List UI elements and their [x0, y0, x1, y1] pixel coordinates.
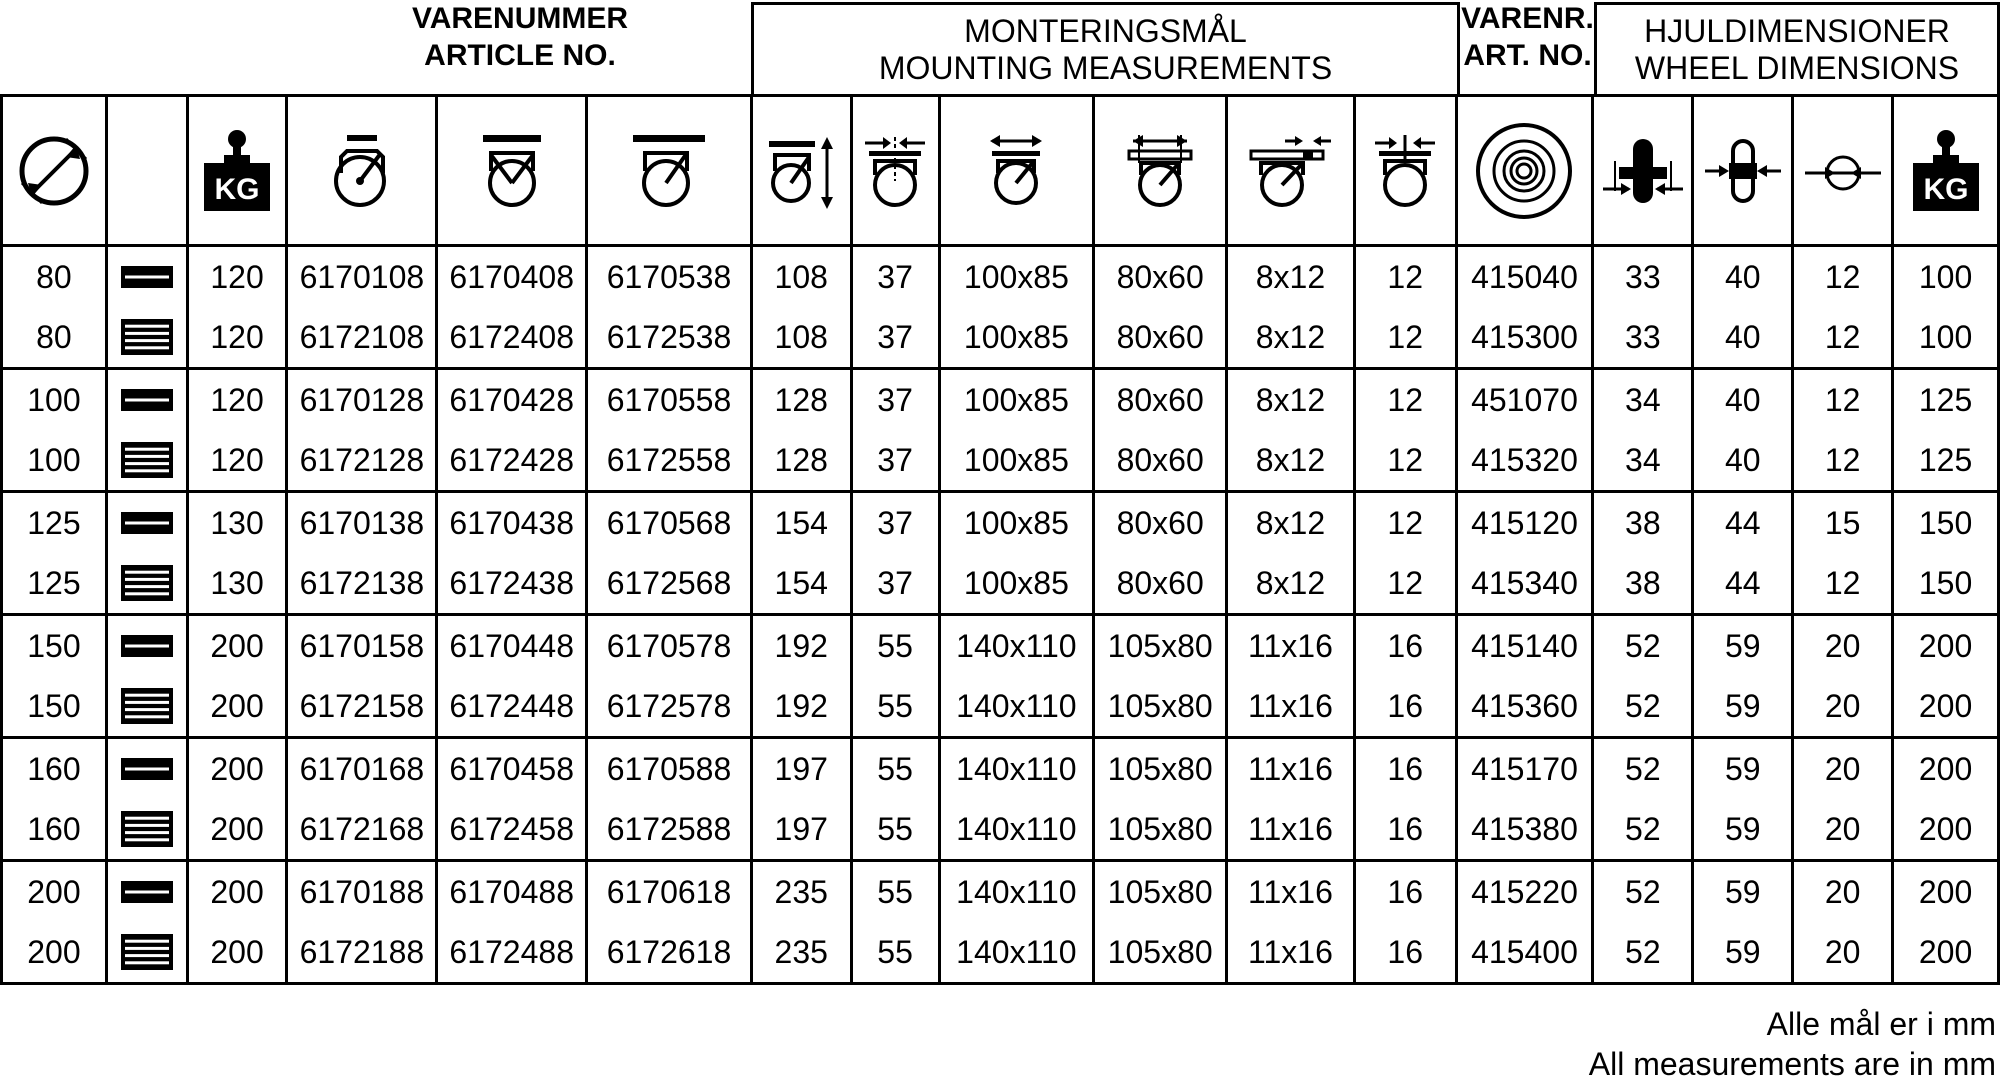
plate-size-cell: 140x110: [939, 799, 1094, 861]
tread-type-cell: [106, 246, 187, 308]
wheel-width-cell: 38: [1593, 492, 1693, 554]
axle-diameter-cell: 20: [1793, 738, 1893, 800]
hub-length-cell: 40: [1693, 369, 1793, 431]
spec-table: [0, 94, 2000, 985]
wheel-load-cell: 200: [1893, 922, 1999, 984]
tread-type-cell: [106, 615, 187, 677]
axle-diameter-cell: 12: [1793, 307, 1893, 369]
bolt-hole-size-cell: 11x16: [1227, 799, 1355, 861]
wheel-load-cell: 150: [1893, 492, 1999, 554]
wheel-article-no-cell: 415170: [1456, 738, 1593, 800]
brake-article-no-cell: 6172558: [587, 430, 752, 492]
offset-cell: 55: [851, 799, 939, 861]
plate-size-cell: 100x85: [939, 492, 1094, 554]
load-capacity-cell: 200: [187, 799, 287, 861]
bolt-hole-size-icon: [1227, 96, 1355, 246]
swivel-castor-brake-icon: [587, 96, 752, 246]
wheel-article-no-cell: 415220: [1456, 861, 1593, 923]
fixed-article-no-cell: 6170158: [287, 615, 437, 677]
fixed-article-no-cell: 6172108: [287, 307, 437, 369]
plate-size-cell: 100x85: [939, 246, 1094, 308]
tread-type-cell: [106, 676, 187, 738]
fixed-article-no-cell: 6172168: [287, 799, 437, 861]
swivel-article-no-cell: 6170448: [437, 615, 587, 677]
offset-cell: 37: [851, 492, 939, 554]
swivel-article-no-cell: 6172438: [437, 553, 587, 615]
wheel-diameter-cell: 150: [2, 676, 107, 738]
table-row: [2, 615, 1999, 677]
icon-row: [2, 96, 1999, 246]
wheel-width-cell: 38: [1593, 553, 1693, 615]
table-row: [2, 492, 1999, 554]
table-row: [2, 430, 1999, 492]
swivel-article-no-cell: 6170428: [437, 369, 587, 431]
table-row: [2, 861, 1999, 923]
tread-type-cell: [106, 369, 187, 431]
wheel-load-cell: 200: [1893, 738, 1999, 800]
plate-size-cell: 100x85: [939, 553, 1094, 615]
wheel-diameter-cell: 160: [2, 799, 107, 861]
wheel-width-cell: 34: [1593, 430, 1693, 492]
brake-article-no-cell: 6172618: [587, 922, 752, 984]
tread-type-cell: [106, 861, 187, 923]
wheel-load-cell: 100: [1893, 246, 1999, 308]
hub-length-cell: 44: [1693, 492, 1793, 554]
article-no-header: [290, 0, 750, 74]
hub-length-cell: 59: [1693, 738, 1793, 800]
bolt-hole-size-cell: 8x12: [1227, 553, 1355, 615]
axle-diameter-icon: [1793, 96, 1893, 246]
mounting-header-en: MOUNTING MEASUREMENTS: [878, 50, 1333, 86]
offset-cell: 55: [851, 861, 939, 923]
overall-height-cell: 197: [751, 799, 851, 861]
swivel-article-no-cell: 6172428: [437, 430, 587, 492]
axle-diameter-cell: 12: [1793, 246, 1893, 308]
narrow-tread-icon: [121, 512, 173, 534]
wheel-dimensions-header-en: WHEEL DIMENSIONS: [1634, 50, 1960, 86]
wheel-width-icon: [1593, 96, 1693, 246]
overall-height-cell: 108: [751, 246, 851, 308]
fixed-article-no-cell: 6170128: [287, 369, 437, 431]
fixed-article-no-cell: 6170168: [287, 738, 437, 800]
wheel-load-cell: 200: [1893, 615, 1999, 677]
wheel-load-cell: 150: [1893, 553, 1999, 615]
wheel-width-cell: 52: [1593, 799, 1693, 861]
wheel-article-no-cell: 415140: [1456, 615, 1593, 677]
bolt-hole-spacing-cell: 80x60: [1094, 553, 1227, 615]
bolt-diameter-cell: 16: [1354, 799, 1456, 861]
bolt-hole-spacing-cell: 105x80: [1094, 676, 1227, 738]
overall-height-cell: 235: [751, 922, 851, 984]
swivel-article-no-cell: 6170408: [437, 246, 587, 308]
bolt-hole-size-cell: 11x16: [1227, 615, 1355, 677]
units-note-en: All measurements are in mm: [1588, 1046, 1996, 1082]
bolt-diameter-cell: 12: [1354, 369, 1456, 431]
load-capacity-cell: 200: [187, 738, 287, 800]
wheel-diameter-icon: [2, 96, 107, 246]
wheel-article-no-header: [1460, 0, 1595, 74]
load-capacity-cell: 130: [187, 553, 287, 615]
brake-article-no-cell: 6170538: [587, 246, 752, 308]
plate-size-cell: 140x110: [939, 922, 1094, 984]
brake-article-no-cell: 6170588: [587, 738, 752, 800]
wheel-diameter-cell: 100: [2, 430, 107, 492]
wheel-article-no-cell: 415360: [1456, 676, 1593, 738]
overall-height-cell: 235: [751, 861, 851, 923]
bolt-hole-size-cell: 11x16: [1227, 676, 1355, 738]
wheel-width-cell: 52: [1593, 861, 1693, 923]
table-row: [2, 307, 1999, 369]
fixed-article-no-cell: 6170188: [287, 861, 437, 923]
swivel-article-no-cell: 6170458: [437, 738, 587, 800]
wheel-diameter-cell: 80: [2, 307, 107, 369]
units-note-da: Alle mål er i mm: [1766, 1006, 1996, 1042]
bolt-diameter-cell: 12: [1354, 246, 1456, 308]
plate-size-cell: 140x110: [939, 615, 1094, 677]
hub-length-cell: 59: [1693, 676, 1793, 738]
wheel-diameter-cell: 100: [2, 369, 107, 431]
bolt-hole-spacing-cell: 105x80: [1094, 922, 1227, 984]
hub-length-cell: 59: [1693, 861, 1793, 923]
load-capacity-cell: 200: [187, 676, 287, 738]
bolt-hole-size-cell: 8x12: [1227, 307, 1355, 369]
brake-article-no-cell: 6170558: [587, 369, 752, 431]
wheel-dimensions-header: [1594, 2, 2000, 97]
wheel-icon: [1456, 96, 1593, 246]
hub-length-cell: 44: [1693, 553, 1793, 615]
offset-cell: 55: [851, 738, 939, 800]
tread-type-cell: [106, 738, 187, 800]
offset-cell: 55: [851, 615, 939, 677]
swivel-article-no-cell: 6172408: [437, 307, 587, 369]
wheel-article-no-cell: 415040: [1456, 246, 1593, 308]
overall-height-cell: 108: [751, 307, 851, 369]
fixed-article-no-cell: 6172188: [287, 922, 437, 984]
article-no-header-da: VARENUMMER: [411, 2, 629, 35]
bolt-diameter-icon: [1354, 96, 1456, 246]
axle-diameter-cell: 20: [1793, 676, 1893, 738]
table-row: [2, 553, 1999, 615]
wheel-diameter-cell: 80: [2, 246, 107, 308]
table-row: [2, 676, 1999, 738]
offset-cell: 37: [851, 553, 939, 615]
bolt-hole-spacing-cell: 80x60: [1094, 307, 1227, 369]
wheel-load-cell: 200: [1893, 861, 1999, 923]
bolt-diameter-cell: 16: [1354, 738, 1456, 800]
wheel-load-cell: 200: [1893, 799, 1999, 861]
wheel-diameter-cell: 125: [2, 553, 107, 615]
load-capacity-cell: 200: [187, 615, 287, 677]
load-capacity-cell: 200: [187, 861, 287, 923]
brake-article-no-cell: 6170618: [587, 861, 752, 923]
hub-length-cell: 40: [1693, 246, 1793, 308]
hub-length-cell: 40: [1693, 430, 1793, 492]
plate-size-icon: [939, 96, 1094, 246]
wide-tread-icon: [121, 811, 173, 847]
fixed-article-no-cell: 6172158: [287, 676, 437, 738]
brake-article-no-cell: 6172568: [587, 553, 752, 615]
offset-icon: [851, 96, 939, 246]
plate-size-cell: 140x110: [939, 861, 1094, 923]
axle-diameter-cell: 20: [1793, 615, 1893, 677]
wide-tread-icon: [121, 319, 173, 355]
hub-length-icon: [1693, 96, 1793, 246]
load-capacity-cell: 130: [187, 492, 287, 554]
wheel-article-no-cell: 415340: [1456, 553, 1593, 615]
offset-cell: 55: [851, 922, 939, 984]
axle-diameter-cell: 20: [1793, 861, 1893, 923]
bolt-hole-spacing-cell: 105x80: [1094, 861, 1227, 923]
bolt-hole-size-cell: 11x16: [1227, 861, 1355, 923]
table-row: [2, 738, 1999, 800]
bolt-hole-size-cell: 8x12: [1227, 430, 1355, 492]
plate-size-cell: 100x85: [939, 430, 1094, 492]
offset-cell: 37: [851, 246, 939, 308]
offset-cell: 37: [851, 369, 939, 431]
wheel-article-no-header-en: ART. NO.: [1463, 39, 1592, 72]
wheel-diameter-cell: 200: [2, 861, 107, 923]
bolt-hole-size-cell: 8x12: [1227, 492, 1355, 554]
wheel-width-cell: 34: [1593, 369, 1693, 431]
bolt-hole-size-cell: 11x16: [1227, 922, 1355, 984]
axle-diameter-cell: 12: [1793, 553, 1893, 615]
table-row: [2, 922, 1999, 984]
bolt-hole-spacing-cell: 105x80: [1094, 799, 1227, 861]
wheel-article-no-cell: 451070: [1456, 369, 1593, 431]
bolt-hole-size-cell: 8x12: [1227, 246, 1355, 308]
fixed-article-no-cell: 6170108: [287, 246, 437, 308]
narrow-tread-icon: [121, 635, 173, 657]
wheel-load-cell: 125: [1893, 369, 1999, 431]
wheel-width-cell: 52: [1593, 738, 1693, 800]
offset-cell: 37: [851, 307, 939, 369]
load-capacity-cell: 120: [187, 246, 287, 308]
wheel-diameter-cell: 160: [2, 738, 107, 800]
hub-length-cell: 59: [1693, 922, 1793, 984]
axle-diameter-cell: 12: [1793, 430, 1893, 492]
tread-type-cell: [106, 553, 187, 615]
bolt-hole-spacing-cell: 80x60: [1094, 430, 1227, 492]
table-row: [2, 369, 1999, 431]
mounting-header: [751, 2, 1460, 97]
overall-height-icon: [751, 96, 851, 246]
article-no-header-en: ARTICLE NO.: [424, 39, 616, 72]
mounting-header-da: MONTERINGSMÅL: [964, 13, 1247, 49]
table-row: [2, 246, 1999, 308]
overall-height-cell: 192: [751, 676, 851, 738]
load-capacity-cell: 120: [187, 307, 287, 369]
load-capacity-kg-icon: [187, 96, 287, 246]
wheel-width-cell: 52: [1593, 615, 1693, 677]
offset-cell: 37: [851, 430, 939, 492]
axle-diameter-cell: 20: [1793, 799, 1893, 861]
bolt-diameter-cell: 16: [1354, 861, 1456, 923]
fixed-article-no-cell: 6172128: [287, 430, 437, 492]
wide-tread-icon: [121, 934, 173, 970]
bolt-diameter-cell: 12: [1354, 307, 1456, 369]
tread-type-cell: [106, 307, 187, 369]
tread-type-cell: [106, 799, 187, 861]
wheel-article-no-cell: 415300: [1456, 307, 1593, 369]
wheel-load-cell: 200: [1893, 676, 1999, 738]
bolt-diameter-cell: 12: [1354, 430, 1456, 492]
bolt-diameter-cell: 12: [1354, 492, 1456, 554]
tread-type-cell: [106, 430, 187, 492]
overall-height-cell: 154: [751, 492, 851, 554]
swivel-castor-icon: [437, 96, 587, 246]
wheel-width-cell: 52: [1593, 676, 1693, 738]
wheel-load-cell: 125: [1893, 430, 1999, 492]
overall-height-cell: 154: [751, 553, 851, 615]
swivel-article-no-cell: 6170438: [437, 492, 587, 554]
wheel-article-no-cell: 415380: [1456, 799, 1593, 861]
axle-diameter-cell: 12: [1793, 369, 1893, 431]
wheel-width-cell: 33: [1593, 307, 1693, 369]
hub-length-cell: 40: [1693, 307, 1793, 369]
bolt-diameter-cell: 12: [1354, 553, 1456, 615]
brake-article-no-cell: 6172578: [587, 676, 752, 738]
wheel-diameter-cell: 150: [2, 615, 107, 677]
overall-height-cell: 128: [751, 430, 851, 492]
plate-size-cell: 100x85: [939, 307, 1094, 369]
bolt-hole-spacing-cell: 80x60: [1094, 246, 1227, 308]
bolt-hole-spacing-icon: [1094, 96, 1227, 246]
wide-tread-icon: [121, 688, 173, 724]
wheel-dimensions-header-da: HJULDIMENSIONER: [1644, 13, 1950, 49]
wheel-article-no-cell: 415320: [1456, 430, 1593, 492]
offset-cell: 55: [851, 676, 939, 738]
tread-type-icon: [106, 96, 187, 246]
bolt-hole-spacing-cell: 80x60: [1094, 492, 1227, 554]
swivel-article-no-cell: 6172458: [437, 799, 587, 861]
wheel-article-no-cell: 415120: [1456, 492, 1593, 554]
table-row: [2, 799, 1999, 861]
brake-article-no-cell: 6172588: [587, 799, 752, 861]
fixed-castor-icon: [287, 96, 437, 246]
brake-article-no-cell: 6172538: [587, 307, 752, 369]
wheel-diameter-cell: 200: [2, 922, 107, 984]
hub-length-cell: 59: [1693, 615, 1793, 677]
load-capacity-cell: 120: [187, 430, 287, 492]
fixed-article-no-cell: 6172138: [287, 553, 437, 615]
overall-height-cell: 128: [751, 369, 851, 431]
wheel-load-kg-icon: [1893, 96, 1999, 246]
hub-length-cell: 59: [1693, 799, 1793, 861]
wheel-load-cell: 100: [1893, 307, 1999, 369]
axle-diameter-cell: 15: [1793, 492, 1893, 554]
wheel-article-no-cell: 415400: [1456, 922, 1593, 984]
narrow-tread-icon: [121, 389, 173, 411]
bolt-diameter-cell: 16: [1354, 615, 1456, 677]
wheel-width-cell: 52: [1593, 922, 1693, 984]
swivel-article-no-cell: 6172448: [437, 676, 587, 738]
bolt-hole-spacing-cell: 105x80: [1094, 615, 1227, 677]
tread-type-cell: [106, 492, 187, 554]
plate-size-cell: 100x85: [939, 369, 1094, 431]
narrow-tread-icon: [121, 758, 173, 780]
narrow-tread-icon: [121, 266, 173, 288]
bolt-hole-spacing-cell: 80x60: [1094, 369, 1227, 431]
bolt-hole-spacing-cell: 105x80: [1094, 738, 1227, 800]
axle-diameter-cell: 20: [1793, 922, 1893, 984]
load-capacity-cell: 120: [187, 369, 287, 431]
overall-height-cell: 197: [751, 738, 851, 800]
swivel-article-no-cell: 6172488: [437, 922, 587, 984]
load-capacity-cell: 200: [187, 922, 287, 984]
wheel-width-cell: 33: [1593, 246, 1693, 308]
kg-label: KG: [214, 172, 260, 206]
brake-article-no-cell: 6170568: [587, 492, 752, 554]
overall-height-cell: 192: [751, 615, 851, 677]
swivel-article-no-cell: 6170488: [437, 861, 587, 923]
plate-size-cell: 140x110: [939, 676, 1094, 738]
wide-tread-icon: [121, 565, 173, 601]
wide-tread-icon: [121, 442, 173, 478]
wheel-kg-label: KG: [1923, 172, 1969, 206]
bolt-hole-size-cell: 11x16: [1227, 738, 1355, 800]
wheel-article-no-header-da: VARENR.: [1461, 2, 1594, 35]
fixed-article-no-cell: 6170138: [287, 492, 437, 554]
tread-type-cell: [106, 922, 187, 984]
wheel-diameter-cell: 125: [2, 492, 107, 554]
narrow-tread-icon: [121, 881, 173, 903]
bolt-hole-size-cell: 8x12: [1227, 369, 1355, 431]
bolt-diameter-cell: 16: [1354, 676, 1456, 738]
brake-article-no-cell: 6170578: [587, 615, 752, 677]
bolt-diameter-cell: 16: [1354, 922, 1456, 984]
plate-size-cell: 140x110: [939, 738, 1094, 800]
